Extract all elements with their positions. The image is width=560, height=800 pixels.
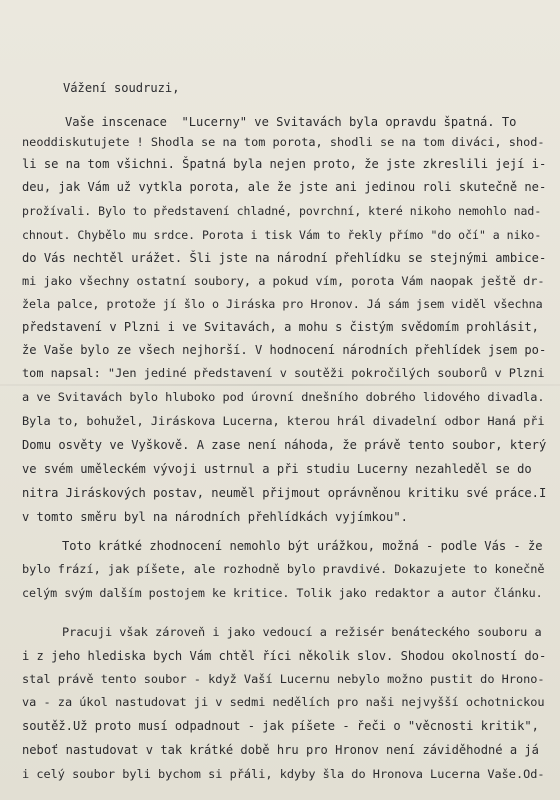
letter-line: a ve Svitavách bylo hluboko pod úrovní dnešního dobrého lidového divadla. xyxy=(22,390,545,404)
letter-line: soutěž.Už proto musí odpadnout - jak píšete - řeči o "věcnosti kritik", xyxy=(22,719,539,733)
letter-line: Toto krátké zhodnocení nemohlo být urážkou, možná - podle Vás - že xyxy=(62,539,543,553)
letter-line: Vaše inscenace "Lucerny" ve Svitavách byla opravdu špatná. To xyxy=(65,115,517,129)
letter-line: i z jeho hlediska bych Vám chtěl říci několik slov. Shodou okolností do- xyxy=(22,649,547,663)
letter-line: chnout. Chybělo mu srdce. Porota i tisk Vám to řekly přímo "do očí" a niko- xyxy=(22,228,542,242)
letter-line: deu, jak Vám už vytkla porota, ale že jste ani jedinou roli skutečně ne- xyxy=(22,180,547,194)
paper-fold xyxy=(0,384,560,386)
letter-line: celým svým dalším postojem ke kritice. Tolik jako redaktor a autor článku. xyxy=(22,586,543,600)
salutation: Vážení soudruzi, xyxy=(63,81,180,95)
letter-line: ve svém uměleckém vývoji ustrnul a při studiu Lucerny nezahleděl se do xyxy=(22,462,532,476)
letter-line: mi jako všechny ostatní soubory, a pokud vím, porota Vám naopak ještě dr- xyxy=(22,274,545,288)
letter-line: Pracuji však zároveň i jako vedoucí a režisér benáteckého souboru a xyxy=(62,625,542,639)
letter-line: Byla to, bohužel, Jiráskova Lucerna, kterou hrál divadelní odbor Haná při xyxy=(22,414,545,428)
letter-line: neoddiskutujete ! Shodla se na tom porota, shodli se na tom diváci, shod- xyxy=(22,135,545,149)
letter-line: Domu osvěty ve Vyškově. A zase není náhoda, že právě tento soubor, který xyxy=(22,438,547,452)
letter-line: stal právě tento soubor - když Vaší Lucernu nebylo možno pustit do Hrono- xyxy=(22,672,545,686)
letter-line: i celý soubor byli bychom si přáli, kdyby šla do Hronova Lucerna Vaše.Od- xyxy=(22,767,545,781)
letter-line: prožívali. Bylo to představení chladné, povrchní, které nikoho nemohlo nad- xyxy=(22,204,542,218)
letter-line: že Vaše bylo ze všech nejhorší. V hodnocení národních přehlídek jsem po- xyxy=(22,343,547,357)
letter-line: v tomto směru byl na národních přehlídkách vyjímkou". xyxy=(22,510,408,524)
letter-line: do Vás nechtěl urážet. Šli jste na národní přehlídku se stejnými ambice- xyxy=(22,251,547,265)
letter-line: neboť nastudovat v tak krátké době hru pro Hronov není záviděhodné a já xyxy=(22,743,539,757)
letter-line: va - za úkol nastudovat ji v sedmi nedělích pro naši nejvyšší ochotnickou xyxy=(22,695,545,709)
letter-line: li se na tom všichni. Špatná byla nejen proto, že jste zkreslili její i- xyxy=(22,157,547,171)
letter-line: tom napsal: "Jen jediné představení v soutěži pokročilých souborů v Plzni xyxy=(22,366,545,380)
letter-line: bylo frází, jak píšete, ale rozhodně bylo pravdivé. Dokazujete to konečně xyxy=(22,562,545,576)
letter-line: představení v Plzni i ve Svitavách, a mohu s čistým svědomím prohlásit, xyxy=(22,320,539,334)
letter-line: nitra Jiráskových postav, neuměl přijmout oprávněnou kritiku své práce.I xyxy=(22,486,547,500)
letter-line: žela palce, protože jí šlo o Jiráska pro Hronov. Já sám jsem viděl všechna xyxy=(22,297,543,311)
